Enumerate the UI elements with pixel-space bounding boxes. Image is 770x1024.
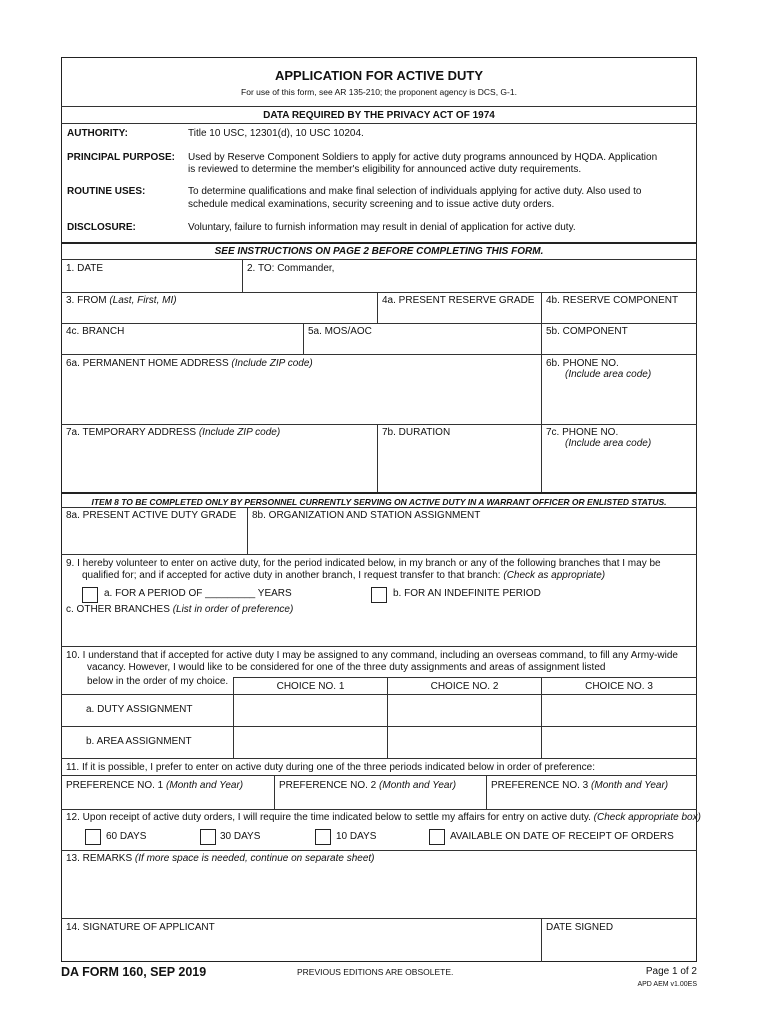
period-years-label: a. FOR A PERIOD OF _________ YEARS: [104, 588, 292, 599]
page-number: Page 1 of 2: [645, 966, 697, 977]
remarks-label: 13. REMARKS (If more space is needed, continue on separate sheet): [66, 853, 375, 864]
area-assignment-label: b. AREA ASSIGNMENT: [86, 736, 192, 747]
other-branches-input[interactable]: [62, 618, 696, 645]
field-to-label: 2. TO: Commander,: [247, 263, 335, 274]
area-choice-1-input[interactable]: [234, 727, 387, 757]
indefinite-period-label: b. FOR AN INDEFINITE PERIOD: [393, 588, 541, 599]
divider: [61, 106, 697, 107]
routine-label: ROUTINE USES:: [67, 186, 146, 197]
thirty-days-checkbox[interactable]: [200, 829, 216, 845]
signature-label: 14. SIGNATURE OF APPLICANT: [66, 922, 215, 933]
field-home-phone-hint: (Include area code): [565, 369, 652, 380]
item8-note: ITEM 8 TO BE COMPLETED ONLY BY PERSONNEL CURRENTLY SERVING ON ACTIVE DUTY IN A WARRANT OFFICER OR ENLISTED STATUS.: [91, 497, 667, 507]
component-input[interactable]: [542, 338, 696, 353]
preference-3-input[interactable]: [487, 792, 696, 808]
indefinite-period-checkbox[interactable]: [371, 587, 387, 603]
date-signed-label: DATE SIGNED: [546, 922, 614, 933]
organization-input[interactable]: [248, 523, 696, 553]
preference-1-input[interactable]: [62, 792, 273, 808]
authority-label: AUTHORITY:: [67, 128, 128, 139]
routine-text-1: To determine qualifications and make final selection of individuals applying for active duty. Also used to: [188, 186, 642, 197]
date-signed-input[interactable]: [542, 935, 696, 961]
duty-choice-2-input[interactable]: [388, 695, 541, 725]
field-from-label: 3. FROM (Last, First, MI): [66, 295, 177, 306]
routine-text-2: schedule medical examinations, security screening and to issue active duty orders.: [188, 199, 555, 210]
field-date-label: 1. DATE: [66, 263, 104, 274]
reserve-grade-input[interactable]: [378, 307, 540, 322]
field-grade-label: 4a. PRESENT RESERVE GRADE: [382, 295, 535, 306]
remarks-input[interactable]: [62, 866, 696, 917]
preference-2-input[interactable]: [275, 792, 485, 808]
item9-text-1: 9. I hereby volunteer to enter on active duty, for the period indicated below, in my branch or any of the following branches that I may be: [66, 558, 661, 569]
ad-grade-input[interactable]: [62, 523, 246, 553]
field-mos-label: 5a. MOS/AOC: [308, 326, 372, 337]
preference-2-label: PREFERENCE NO. 2 (Month and Year): [279, 780, 457, 791]
choice-2-header: CHOICE NO. 2: [430, 681, 499, 692]
purpose-text-2: is reviewed to determine the member's eligibility for announced active duty requirements.: [188, 164, 582, 175]
field-home-phone-label: 6b. PHONE NO.: [546, 358, 619, 369]
period-years-checkbox[interactable]: [82, 587, 98, 603]
item9-text-2: qualified for; and if accepted for active duty in another branch, I request transfer to that branch: (Check as appropriate): [82, 570, 606, 581]
field-component-label: 5b. COMPONENT: [546, 326, 628, 337]
ten-days-checkbox[interactable]: [315, 829, 331, 845]
item11-text: 11. If it is possible, I prefer to enter on active duty during one of the three periods indicated below in order of preference:: [66, 762, 596, 773]
branch-input[interactable]: [62, 338, 302, 353]
home-phone-input[interactable]: [542, 382, 696, 423]
other-branches-label: c. OTHER BRANCHES (List in order of preference): [66, 604, 294, 615]
field-temp-phone-label: 7c. PHONE NO.: [546, 427, 619, 438]
preference-3-label: PREFERENCE NO. 3 (Month and Year): [491, 780, 669, 791]
temp-phone-input[interactable]: [542, 451, 696, 491]
preference-1-label: PREFERENCE NO. 1 (Month and Year): [66, 780, 244, 791]
field-organization-label: 8b. ORGANIZATION AND STATION ASSIGNMENT: [252, 510, 481, 521]
choice-3-header: CHOICE NO. 3: [585, 681, 653, 692]
purpose-text-1: Used by Reserve Component Soldiers to apply for active duty programs announced by HQDA. Application: [188, 152, 658, 163]
form-title: APPLICATION FOR ACTIVE DUTY: [275, 68, 483, 83]
duration-input[interactable]: [378, 440, 540, 491]
instructions-note: SEE INSTRUCTIONS ON PAGE 2 BEFORE COMPLETING THIS FORM.: [214, 246, 544, 257]
field-home-address-label: 6a. PERMANENT HOME ADDRESS (Include ZIP code): [66, 358, 313, 369]
divider: [61, 259, 697, 260]
choice-1-header: CHOICE NO. 1: [276, 681, 345, 692]
duty-assignment-label: a. DUTY ASSIGNMENT: [86, 704, 193, 715]
to-commander-input[interactable]: [243, 275, 696, 291]
field-temp-address-label: 7a. TEMPORARY ADDRESS (Include ZIP code): [66, 427, 281, 438]
field-ad-grade-label: 8a. PRESENT ACTIVE DUTY GRADE: [66, 510, 237, 521]
disclosure-label: DISCLOSURE:: [67, 222, 136, 233]
available-on-receipt-checkbox[interactable]: [429, 829, 445, 845]
reserve-component-input[interactable]: [542, 307, 696, 322]
duty-choice-1-input[interactable]: [234, 695, 387, 725]
temp-address-input[interactable]: [62, 440, 376, 491]
mos-aoc-input[interactable]: [304, 338, 540, 353]
item10-text-2: vacancy. However, I would like to be considered for one of the three duty assignments and areas of assignment listed: [87, 662, 606, 673]
sixty-days-checkbox[interactable]: [85, 829, 101, 845]
form-number: DA FORM 160, SEP 2019: [61, 965, 207, 979]
divider: [61, 242, 697, 244]
purpose-label: PRINCIPAL PURPOSE:: [67, 152, 175, 163]
divider: [61, 123, 697, 124]
field-reserve-component-label: 4b. RESERVE COMPONENT: [546, 295, 679, 306]
area-choice-3-input[interactable]: [542, 727, 696, 757]
signature-field[interactable]: [62, 935, 540, 961]
obsolete-note: PREVIOUS EDITIONS ARE OBSOLETE.: [297, 967, 454, 977]
date-input[interactable]: [62, 275, 241, 291]
duty-choice-3-input[interactable]: [542, 695, 696, 725]
version-label: APD AEM v1.00ES: [637, 981, 697, 988]
item10-text-3: below in the order of my choice.: [87, 676, 229, 687]
field-duration-label: 7b. DURATION: [382, 427, 451, 438]
privacy-heading: DATA REQUIRED BY THE PRIVACY ACT OF 1974: [263, 110, 495, 121]
form-subtitle: For use of this form, see AR 135-210; the proponent agency is DCS, G-1.: [241, 87, 517, 97]
thirty-days-label: 30 DAYS: [220, 831, 261, 842]
item12-text: 12. Upon receipt of active duty orders, I will require the time indicated below to settle my affairs for entry on active duty. (Check appropriate box): [66, 812, 701, 823]
ten-days-label: 10 DAYS: [336, 831, 377, 842]
authority-text: Title 10 USC, 12301(d), 10 USC 10204.: [188, 128, 364, 139]
field-temp-phone-hint: (Include area code): [565, 438, 652, 449]
disclosure-text: Voluntary, failure to furnish information may result in denial of application for active duty.: [188, 222, 576, 233]
field-branch-label: 4c. BRANCH: [66, 326, 125, 337]
home-address-input[interactable]: [62, 371, 540, 423]
item10-text-1: 10. I understand that if accepted for active duty I may be assigned to any command, including an overseas command, to fill any Army-wide: [66, 650, 678, 661]
sixty-days-label: 60 DAYS: [106, 831, 147, 842]
area-choice-2-input[interactable]: [388, 727, 541, 757]
available-on-receipt-label: AVAILABLE ON DATE OF RECEIPT OF ORDERS: [450, 831, 674, 842]
from-name-input[interactable]: [62, 307, 376, 322]
